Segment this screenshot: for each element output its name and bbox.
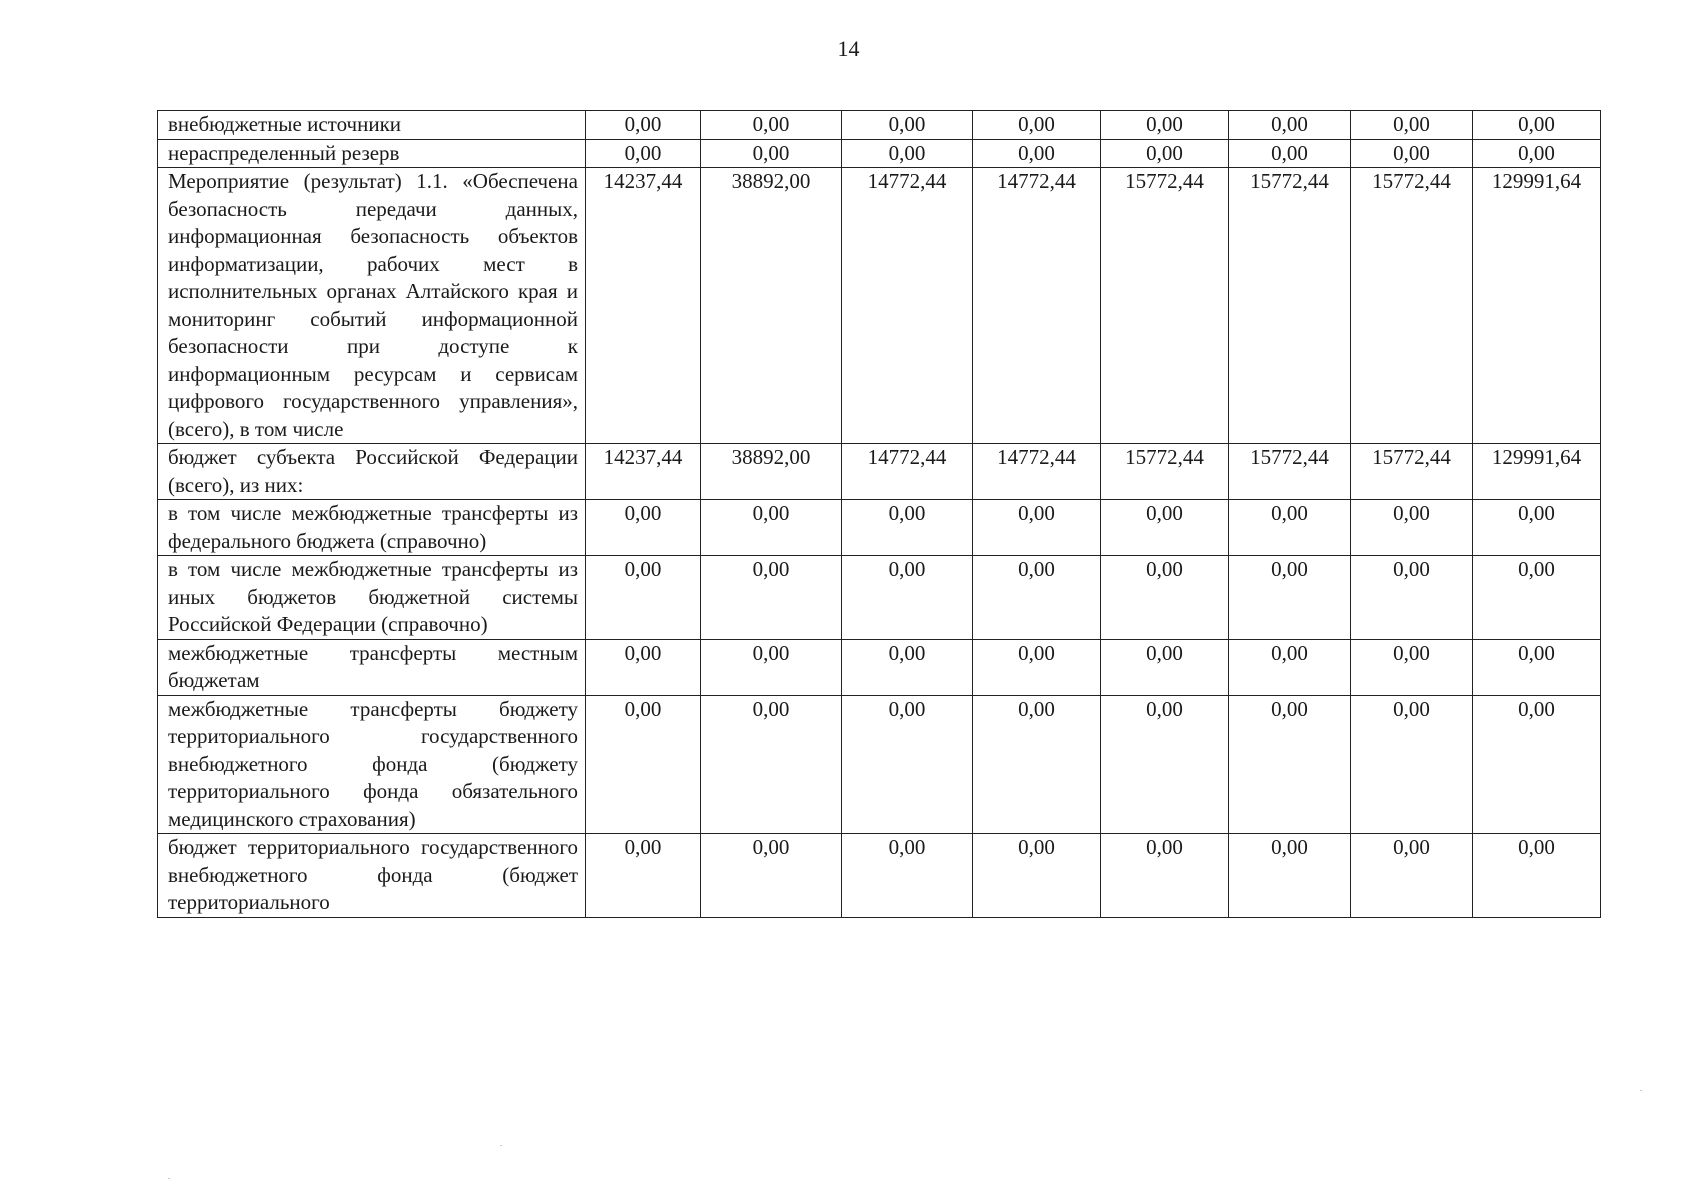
value-cell: 14772,44 <box>973 444 1101 500</box>
row-label: в том числе межбюджетные трансферты из иных бюджетов бюджетной системы Российской Федерации (справочно) <box>158 556 586 640</box>
budget-table <box>157 110 1601 918</box>
value-cell: 0,00 <box>973 556 1101 640</box>
value-cell: 0,00 <box>586 695 701 834</box>
value-cell: 0,00 <box>1229 695 1351 834</box>
value-cell: 14772,44 <box>973 168 1101 444</box>
value-cell: 15772,44 <box>1229 168 1351 444</box>
value-cell: 129991,64 <box>1473 168 1601 444</box>
value-cell: 14772,44 <box>842 168 973 444</box>
value-cell: 0,00 <box>701 139 842 168</box>
value-cell: 0,00 <box>1229 639 1351 695</box>
table-row <box>158 556 1601 640</box>
row-label: межбюджетные трансферты местным бюджетам <box>158 639 586 695</box>
value-cell: 0,00 <box>1473 695 1601 834</box>
scan-speck <box>500 1145 502 1146</box>
value-cell: 0,00 <box>1473 556 1601 640</box>
value-cell: 38892,00 <box>701 168 842 444</box>
value-cell: 14237,44 <box>586 168 701 444</box>
value-cell: 0,00 <box>586 111 701 140</box>
value-cell: 0,00 <box>1351 139 1473 168</box>
value-cell: 0,00 <box>1229 834 1351 918</box>
row-label: внебюджетные источники <box>158 111 586 140</box>
table-row <box>158 111 1601 140</box>
value-cell: 0,00 <box>1101 695 1229 834</box>
value-cell: 0,00 <box>1229 556 1351 640</box>
value-cell: 0,00 <box>1101 639 1229 695</box>
value-cell: 0,00 <box>1351 111 1473 140</box>
value-cell: 0,00 <box>1351 500 1473 556</box>
value-cell: 0,00 <box>1351 556 1473 640</box>
value-cell: 0,00 <box>842 639 973 695</box>
value-cell: 0,00 <box>842 500 973 556</box>
table-row <box>158 639 1601 695</box>
value-cell: 0,00 <box>701 695 842 834</box>
value-cell: 0,00 <box>973 500 1101 556</box>
table-row <box>158 168 1601 444</box>
value-cell: 0,00 <box>1473 500 1601 556</box>
value-cell: 14237,44 <box>586 444 701 500</box>
value-cell: 0,00 <box>701 500 842 556</box>
value-cell: 0,00 <box>701 834 842 918</box>
row-label: нераспределенный резерв <box>158 139 586 168</box>
value-cell: 0,00 <box>701 556 842 640</box>
table-row <box>158 695 1601 834</box>
value-cell: 0,00 <box>1229 111 1351 140</box>
value-cell: 0,00 <box>1101 111 1229 140</box>
value-cell: 129991,64 <box>1473 444 1601 500</box>
table-row <box>158 444 1601 500</box>
row-label: межбюджетные трансферты бюджету территориального государственного внебюджетного фонда (бюджету территориального фонда обязательного медицинского страхования) <box>158 695 586 834</box>
value-cell: 0,00 <box>586 834 701 918</box>
value-cell: 0,00 <box>586 556 701 640</box>
value-cell: 15772,44 <box>1229 444 1351 500</box>
row-label: бюджет субъекта Российской Федерации (всего), из них: <box>158 444 586 500</box>
value-cell: 0,00 <box>586 500 701 556</box>
scan-speck <box>1640 1090 1642 1091</box>
value-cell: 0,00 <box>1351 639 1473 695</box>
table-row <box>158 834 1601 918</box>
value-cell: 15772,44 <box>1101 444 1229 500</box>
value-cell: 14772,44 <box>842 444 973 500</box>
value-cell: 0,00 <box>842 834 973 918</box>
scan-speck <box>168 1178 170 1179</box>
value-cell: 0,00 <box>973 695 1101 834</box>
value-cell: 15772,44 <box>1101 168 1229 444</box>
value-cell: 0,00 <box>1473 111 1601 140</box>
value-cell: 0,00 <box>1101 834 1229 918</box>
value-cell: 0,00 <box>1101 139 1229 168</box>
row-label: в том числе межбюджетные трансферты из федерального бюджета (справочно) <box>158 500 586 556</box>
row-label: бюджет территориального государственного внебюджетного фонда (бюджет территориального <box>158 834 586 918</box>
value-cell: 0,00 <box>1229 139 1351 168</box>
value-cell: 0,00 <box>1473 834 1601 918</box>
value-cell: 0,00 <box>973 834 1101 918</box>
value-cell: 0,00 <box>842 139 973 168</box>
value-cell: 0,00 <box>701 111 842 140</box>
table-row <box>158 500 1601 556</box>
table-body <box>158 111 1601 918</box>
value-cell: 0,00 <box>701 639 842 695</box>
value-cell: 15772,44 <box>1351 444 1473 500</box>
value-cell: 0,00 <box>842 695 973 834</box>
row-label: Мероприятие (результат) 1.1. «Обеспечена безопасность передачи данных, информационная безопасность объектов информатизации, рабочих мест в исполнительных органах Алтайского края и мониторинг событий информационной безопасности при доступе к информационным ресурсам и сервисам цифрового государственного управления», (всего), в том числе <box>158 168 586 444</box>
value-cell: 0,00 <box>1351 695 1473 834</box>
page-number: 14 <box>837 36 860 61</box>
value-cell: 0,00 <box>1473 139 1601 168</box>
value-cell: 0,00 <box>842 556 973 640</box>
value-cell: 0,00 <box>1473 639 1601 695</box>
value-cell: 0,00 <box>1351 834 1473 918</box>
value-cell: 0,00 <box>586 139 701 168</box>
value-cell: 38892,00 <box>701 444 842 500</box>
value-cell: 0,00 <box>973 639 1101 695</box>
value-cell: 0,00 <box>1101 556 1229 640</box>
value-cell: 0,00 <box>842 111 973 140</box>
table-row <box>158 139 1601 168</box>
value-cell: 0,00 <box>586 639 701 695</box>
value-cell: 0,00 <box>1229 500 1351 556</box>
value-cell: 0,00 <box>1101 500 1229 556</box>
value-cell: 15772,44 <box>1351 168 1473 444</box>
value-cell: 0,00 <box>973 111 1101 140</box>
value-cell: 0,00 <box>973 139 1101 168</box>
